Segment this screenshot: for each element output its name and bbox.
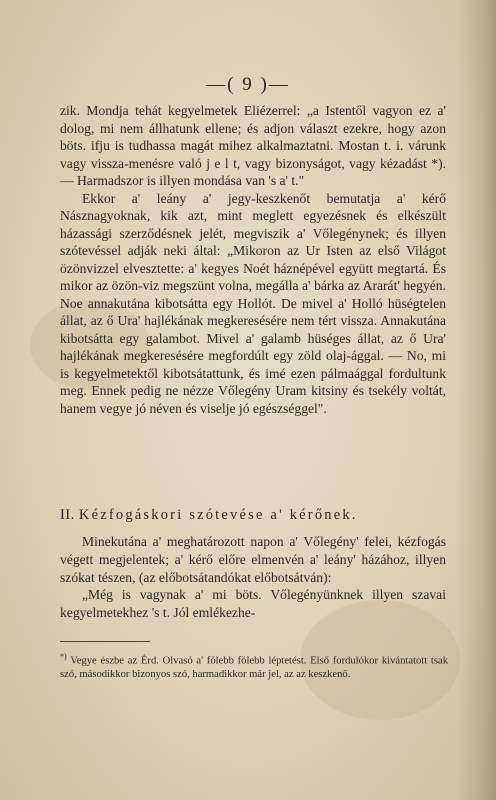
paragraph-1: zik. Mondja tehát kegyelmetek Eliézerrel: „a Istentől vagyon ez a' dolog, mi nem állhatunk ellene; és adjon választ ezekre, hogy azon böts. ifju is tudhassa magát mihez alkalmaztatni. Mostan t. i. várunk vagy vissza-menésre való j e l t, vagy bizonyságot, vagy kézadást *). — Harmadszor is illyen mondása van 's a' t." [60, 103, 446, 188]
footnote [60, 650, 448, 681]
footnote-text: Vegye észbe az Érd. Olvasó a' fölebb fölebb léptetést. Első fordulókor kivántatott tsak szó, másodikkor bizonyos szó, harmadikkor már jel, az az keszkenő. [60, 655, 448, 680]
paragraph-2: Ekkor a' leány a' jegy-keszkenőt bemutatja a' kérő Násznagyoknak, kik azt, mint meglett egyezésnek és elkészült házassági szerződésnek jelét, megviszik a' Vőlegénynek; és illyen szótevéssel adják neki által: „Mikoron az Ur Isten az első Világot özönvizzel elvesztette: a' kegyes Noét háznépével együtt megtartá. És mikor az özön-viz megszünt volna, megálla a' bárka az Ararát' hegyén. Noe annakutána kibotsátta egy Hollót. De mivel a' Holló hüségtelen állat, az ő Ura' hajlékának megkeresésére nem tért vissza. Annakutána kibotsátta egy galambot. Mivel a' galamb hüséges állat, az ő Ura' hajlékának megkeresésére megfordúlt egy zöld olaj-ággal. — No, mi is kegyelmetektől kibotsátattunk, és imé ezen pálmaággal fordultunk meg. Ennek pedig ne nézze Vőlegény Uram kitsiny és tsekély voltát, hanem vegye jó néven és viselje jó egészséggel". [60, 190, 446, 416]
section-text [60, 533, 446, 622]
section-heading [60, 507, 446, 524]
main-text [60, 102, 446, 417]
paragraph-3: Minekutána a' meghatározott napon a' Vőlegény' felei, kézfogás végett megjelentek; a' kérő előre elmenvén a' leány' házához, illyen szókat tészen, (az előbotsátandókat előbotsátván): [60, 534, 446, 585]
footnote-mark: *) [60, 652, 67, 661]
section-title: Kézfogáskori szótevése a' kérőnek. [78, 507, 358, 523]
paragraph-4: „Még is vagynak a' mi böts. Vőlegényünknek illyen szavai kegyelmetekhez 's t. Jól emlékezhe- [60, 587, 446, 621]
section-numeral: II. [60, 507, 75, 523]
page-edge-shadow [456, 0, 496, 800]
page-number: —( 9 )— [206, 74, 290, 95]
footnote-rule [60, 641, 150, 642]
